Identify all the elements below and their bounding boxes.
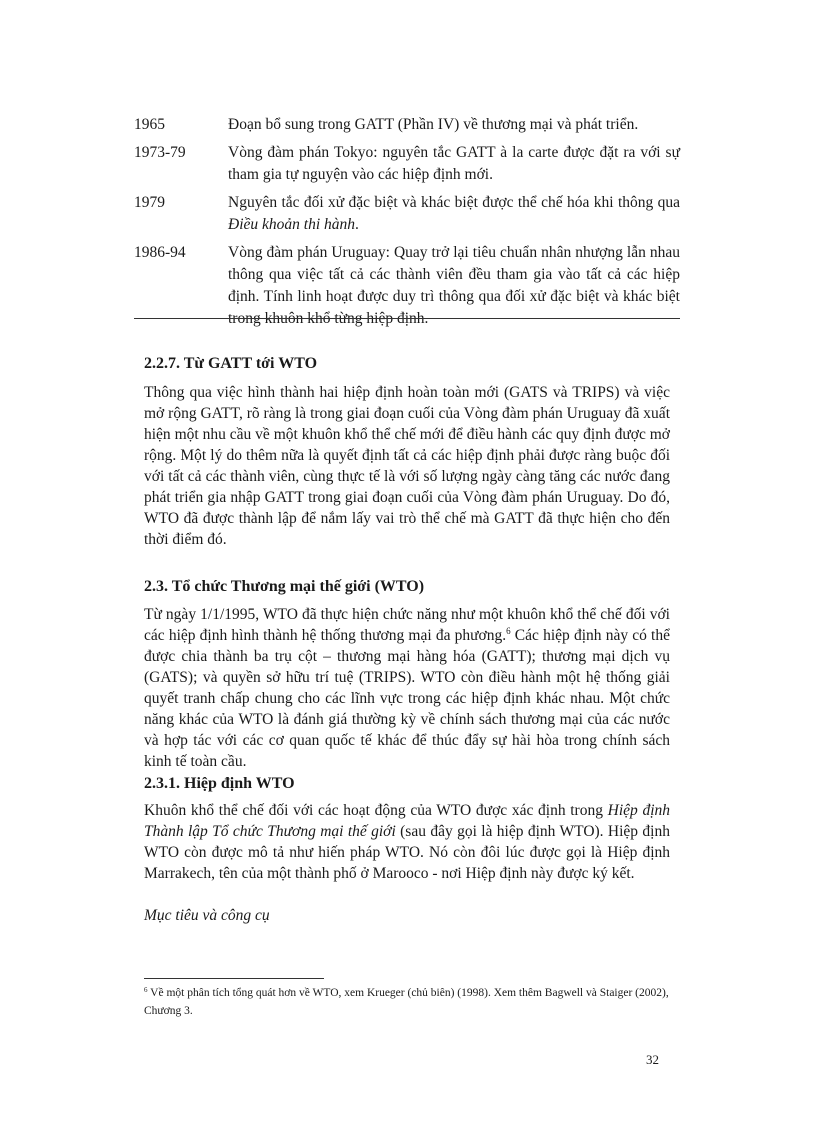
paragraph-text-cont: (sau đây gọi là hiệp định WTO). Hiệp định WTO còn được mô tả như hiến pháp WTO. Nó còn đôi lúc được gọi là Hiệp định Marrakech, tên của một thành phố ở Marooco - nơi Hiệp định này được ký kết. [144, 823, 670, 882]
timeline-description: Vòng đàm phán Uruguay: Quay trở lại tiêu chuẩn nhân nhượng lẫn nhau thông qua việc tất cả các thành viên đều tham gia vào tất cả các hiệp định. Tính linh hoạt được duy trì thông qua đối xử đặc biệt và khác biệt trong khuôn khổ từng hiệp định. [228, 244, 680, 327]
table-bottom-rule [134, 318, 680, 319]
footnote-text: Về một phân tích tổng quát hơn về WTO, xem Krueger (chủ biên) (1998). Xem thêm Bagwell và Staiger (2002), Chương 3. [144, 987, 669, 1017]
subheading-goals-tools: Mục tiêu và công cụ [144, 907, 270, 924]
timeline-row [134, 192, 680, 236]
paragraph-gatt-to-wto: Thông qua việc hình thành hai hiệp định hoàn toàn mới (GATS và TRIPS) và việc mở rộng GATT, rõ ràng là trong giai đoạn cuối của Vòng đàm phán Uruguay đã xuất hiện một nhu cầu về một khuôn khổ thể chế mới để điều hành các quy định được mở rộng. Một lý do thêm nữa là quyết định tất cả các hiệp định phải được ràng buộc đối với tất cả các thành viên, cùng thực tế là với số lượng ngày càng tăng các nước đang phát triển gia nhập GATT trong giai đoạn cuối của Vòng đàm phán Uruguay. Do đó, WTO đã được thành lập để nắm lấy vai trò thể chế mà GATT đã thực hiện cho đến thời điểm đó. [144, 384, 670, 548]
timeline-text-end: . [355, 216, 359, 233]
timeline-year: 1979 [134, 194, 165, 211]
timeline-description: Đoạn bổ sung trong GATT (Phần IV) về thương mại và phát triển. [228, 116, 639, 133]
footnote-mark: 6 [144, 986, 148, 994]
paragraph-text: Từ ngày 1/1/1995, WTO đã thực hiện chức năng như một khuôn khổ thể chế đối với các hiệp định hình thành hệ thống thương mại đa phương. [144, 606, 670, 644]
section-heading-2-3-1: 2.3.1. Hiệp định WTO [144, 775, 295, 792]
paragraph-text: Khuôn khổ thể chế đối với các hoạt động của WTO được xác định trong [144, 802, 608, 819]
timeline-description: Vòng đàm phán Tokyo: nguyên tắc GATT à la carte được đặt ra với sự tham gia tự nguyện vào các hiệp định mới. [228, 144, 680, 183]
paragraph-wto [144, 604, 670, 772]
timeline-row [134, 114, 680, 136]
timeline-text: Nguyên tắc đối xử đặc biệt và khác biệt được thể chế hóa khi thông qua [228, 194, 680, 211]
timeline-table [134, 114, 680, 336]
timeline-year: 1973-79 [134, 144, 186, 161]
footnote [144, 984, 670, 1020]
agreement-title: Hiệp định Thành lập Tổ chức Thương mại thế giới [144, 802, 671, 840]
footnote-separator [144, 978, 324, 979]
timeline-row [134, 142, 680, 186]
timeline-description [228, 192, 680, 236]
paragraph-text-cont: Các hiệp định này có thể được chia thành ba trụ cột – thương mại hàng hóa (GATT); thương mại dịch vụ (GATS); và quyền sở hữu trí tuệ (TRIPS). WTO còn điều hành một hệ thống giải quyết tranh chấp chung cho các lĩnh vực trong các hiệp định khác nhau. Một chức năng khác của WTO là đánh giá thường kỳ về chính sách thương mại của các nước và hợp tác với các cơ quan quốc tế khác để thúc đẩy sự hài hòa trong chính sách kinh tế toàn cầu. [144, 627, 670, 770]
page-number: 32 [646, 1052, 659, 1067]
section-heading-2-3: 2.3. Tổ chức Thương mại thế giới (WTO) [144, 578, 425, 595]
timeline-italic-term: Điều khoản thi hành [228, 216, 355, 233]
timeline-year: 1986-94 [134, 244, 186, 261]
footnote-reference[interactable]: 6 [506, 626, 511, 636]
section-heading-2-2-7: 2.2.7. Từ GATT tới WTO [144, 355, 318, 372]
timeline-row [134, 242, 680, 330]
timeline-year: 1965 [134, 116, 165, 133]
paragraph-wto-agreement [144, 800, 670, 884]
